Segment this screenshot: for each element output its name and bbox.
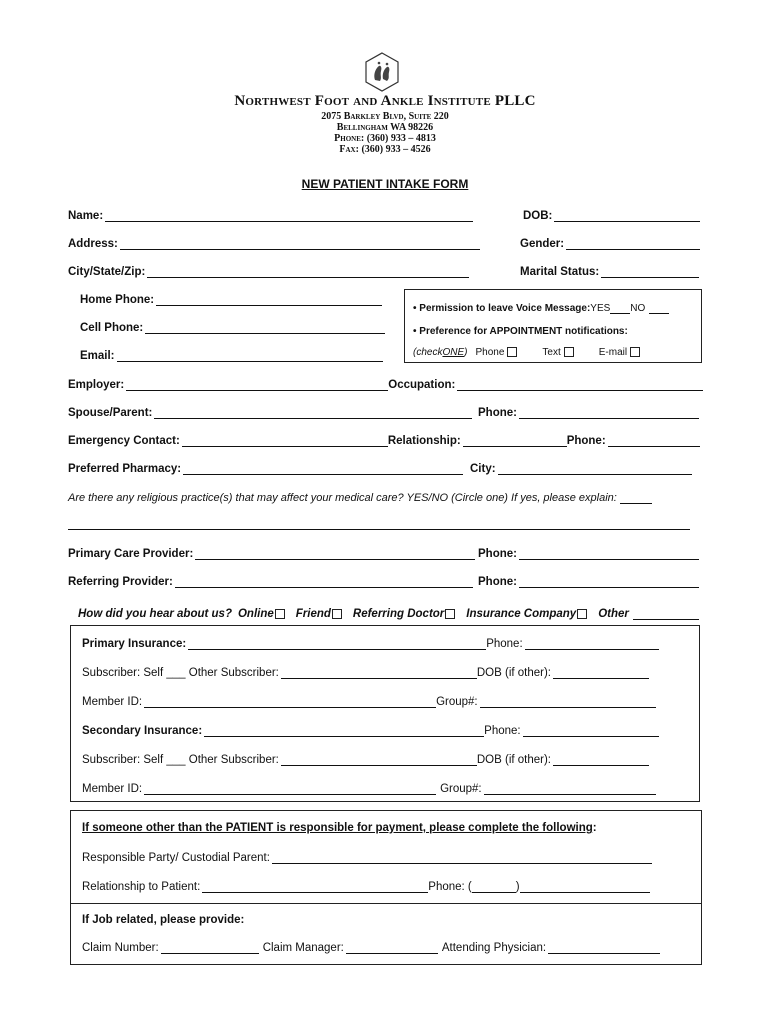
- primary-care-label: Primary Care Provider:: [68, 548, 194, 560]
- emergency-contact-field[interactable]: [182, 433, 388, 447]
- hear-insurance-company-checkbox[interactable]: [577, 609, 587, 619]
- hear-referring-doctor-label: Referring Doctor: [352, 608, 445, 620]
- referring-phone-label: Phone:: [478, 576, 517, 588]
- pharmacy-field[interactable]: [183, 461, 463, 475]
- pharmacy-city-field[interactable]: [498, 461, 692, 475]
- secondary-insurance-field[interactable]: [204, 723, 484, 737]
- referring-field[interactable]: [175, 574, 473, 588]
- secondary-dob-other-field[interactable]: [553, 752, 649, 766]
- responsible-phone-field[interactable]: [520, 879, 650, 893]
- primary-dob-other-label: DOB (if other):: [476, 667, 552, 679]
- hear-online-label: Online: [237, 608, 274, 620]
- voice-yes-field[interactable]: [610, 305, 630, 314]
- religious-explain-line[interactable]: [68, 516, 690, 530]
- referring-label: Referring Provider:: [68, 576, 173, 588]
- secondary-subscriber-label: Subscriber: Self ___ Other Subscriber:: [82, 754, 279, 766]
- primary-subscriber-field[interactable]: [281, 665, 477, 679]
- claim-number-label: Claim Number:: [82, 942, 159, 954]
- address-field[interactable]: [120, 236, 480, 250]
- primary-member-id-label: Member ID:: [82, 696, 143, 708]
- secondary-member-id-field[interactable]: [144, 781, 436, 795]
- hear-other-label: Other: [598, 608, 629, 620]
- occupation-field[interactable]: [457, 377, 703, 391]
- contact-preference-box: [404, 289, 702, 363]
- form-title: NEW PATIENT INTAKE FORM: [301, 177, 469, 191]
- org-phone: Phone: (360) 933 – 4813: [334, 133, 436, 144]
- secondary-subscriber-field[interactable]: [281, 752, 477, 766]
- hear-friend-label: Friend: [295, 608, 331, 620]
- responsible-phone-paren: ): [515, 881, 520, 893]
- occupation-label: Occupation:: [388, 379, 456, 391]
- dob-label: DOB:: [523, 210, 553, 222]
- spouse-phone-label: Phone:: [478, 407, 517, 419]
- check-one-text: ONE: [442, 347, 465, 358]
- primary-subscriber-label: Subscriber: Self ___ Other Subscriber:: [82, 667, 279, 679]
- relationship-field[interactable]: [463, 433, 567, 447]
- primary-care-phone-field[interactable]: [519, 546, 699, 560]
- hear-online-checkbox[interactable]: [275, 609, 285, 619]
- city-state-zip-label: City/State/Zip:: [68, 266, 146, 278]
- spouse-parent-field[interactable]: [154, 405, 472, 419]
- voice-no-label: NO: [630, 303, 646, 314]
- check-one-suffix: ): [464, 347, 468, 358]
- claim-manager-field[interactable]: [346, 940, 438, 954]
- option-phone-label: Phone: [475, 347, 505, 358]
- secondary-insurance-phone-field[interactable]: [523, 723, 659, 737]
- claim-number-field[interactable]: [161, 940, 259, 954]
- option-text-checkbox[interactable]: [564, 347, 574, 357]
- primary-group-field[interactable]: [480, 694, 656, 708]
- employer-label: Employer:: [68, 379, 125, 391]
- claim-manager-label: Claim Manager:: [262, 942, 344, 954]
- secondary-group-field[interactable]: [484, 781, 656, 795]
- address-label: Address:: [68, 238, 118, 250]
- primary-insurance-phone-label: Phone:: [486, 638, 523, 650]
- pharmacy-city-label: City:: [470, 463, 496, 475]
- hear-friend-checkbox[interactable]: [332, 609, 342, 619]
- secondary-group-label: Group#:: [440, 783, 482, 795]
- primary-dob-other-field[interactable]: [553, 665, 649, 679]
- primary-insurance-field[interactable]: [188, 636, 486, 650]
- relationship-label: Relationship:: [387, 435, 461, 447]
- attending-physician-label: Attending Physician:: [441, 942, 547, 954]
- voice-message-label: • Permission to leave Voice Message:: [413, 303, 591, 314]
- secondary-dob-other-label: DOB (if other):: [476, 754, 552, 766]
- primary-insurance-label: Primary Insurance:: [82, 638, 187, 650]
- referring-phone-field[interactable]: [519, 574, 699, 588]
- marital-status-label: Marital Status:: [520, 266, 600, 278]
- home-phone-field[interactable]: [156, 292, 382, 306]
- responsible-heading-colon: :: [592, 822, 597, 834]
- responsible-phone-area-field[interactable]: [472, 879, 516, 893]
- primary-group-label: Group#:: [436, 696, 478, 708]
- email-label: Email:: [80, 350, 115, 362]
- primary-member-id-field[interactable]: [144, 694, 436, 708]
- cell-phone-label: Cell Phone:: [80, 322, 144, 334]
- voice-yes-label: YES: [590, 303, 611, 314]
- hear-insurance-company-label: Insurance Company: [466, 608, 577, 620]
- primary-care-field[interactable]: [195, 546, 475, 560]
- attending-physician-field[interactable]: [548, 940, 660, 954]
- cell-phone-field[interactable]: [145, 320, 385, 334]
- spouse-parent-label: Spouse/Parent:: [68, 407, 153, 419]
- check-one-prefix: (check: [413, 347, 443, 358]
- voice-no-field[interactable]: [649, 305, 669, 314]
- responsible-phone-label: Phone: (: [428, 881, 472, 893]
- responsible-party-field[interactable]: [272, 850, 652, 864]
- religious-question: Are there any religious practice(s) that may affect your medical care? YES/NO (Circle one) If yes, please explain:: [68, 492, 617, 504]
- home-phone-label: Home Phone:: [80, 294, 155, 306]
- emergency-phone-field[interactable]: [608, 433, 700, 447]
- option-phone-checkbox[interactable]: [507, 347, 517, 357]
- name-field[interactable]: [105, 208, 473, 222]
- city-state-zip-field[interactable]: [147, 264, 469, 278]
- org-address: 2075 Barkley Blvd, Suite 220: [321, 111, 449, 122]
- secondary-insurance-label: Secondary Insurance:: [82, 725, 203, 737]
- pharmacy-label: Preferred Pharmacy:: [68, 463, 182, 475]
- emergency-phone-label: Phone:: [566, 435, 606, 447]
- employer-field[interactable]: [126, 377, 388, 391]
- primary-care-phone-label: Phone:: [478, 548, 517, 560]
- insurance-box: [70, 625, 700, 802]
- option-text-label: Text: [542, 347, 561, 358]
- hear-referring-doctor-checkbox[interactable]: [445, 609, 455, 619]
- relationship-to-patient-field[interactable]: [202, 879, 428, 893]
- gender-label: Gender:: [520, 238, 565, 250]
- primary-insurance-phone-field[interactable]: [525, 636, 659, 650]
- email-field[interactable]: [117, 348, 383, 362]
- appointment-pref-label: • Preference for APPOINTMENT notifications:: [413, 326, 628, 337]
- job-related-heading: If Job related, please provide:: [82, 914, 245, 926]
- foot-logo-icon: [364, 52, 400, 92]
- hear-about-question: How did you hear about us?: [78, 608, 232, 620]
- marital-status-field[interactable]: [601, 264, 699, 278]
- religious-explain-field[interactable]: [620, 490, 652, 504]
- secondary-member-id-label: Member ID:: [82, 783, 143, 795]
- secondary-insurance-phone-label: Phone:: [484, 725, 521, 737]
- org-fax: Fax: (360) 933 – 4526: [339, 144, 431, 155]
- org-city: Bellingham WA 98226: [336, 122, 434, 133]
- org-name: Northwest Foot and Ankle Institute PLLC: [234, 93, 536, 109]
- spouse-phone-field[interactable]: [519, 405, 699, 419]
- responsible-party-label: Responsible Party/ Custodial Parent:: [82, 852, 270, 864]
- responsible-heading: If someone other than the PATIENT is responsible for payment, please complete the following: [82, 822, 593, 834]
- dob-field[interactable]: [554, 208, 700, 222]
- relationship-to-patient-label: Relationship to Patient:: [82, 881, 201, 893]
- option-email-label: E-mail: [598, 347, 628, 358]
- option-email-checkbox[interactable]: [630, 347, 640, 357]
- name-label: Name:: [68, 210, 104, 222]
- gender-field[interactable]: [566, 236, 700, 250]
- emergency-contact-label: Emergency Contact:: [68, 435, 180, 447]
- hear-other-field[interactable]: [633, 612, 699, 620]
